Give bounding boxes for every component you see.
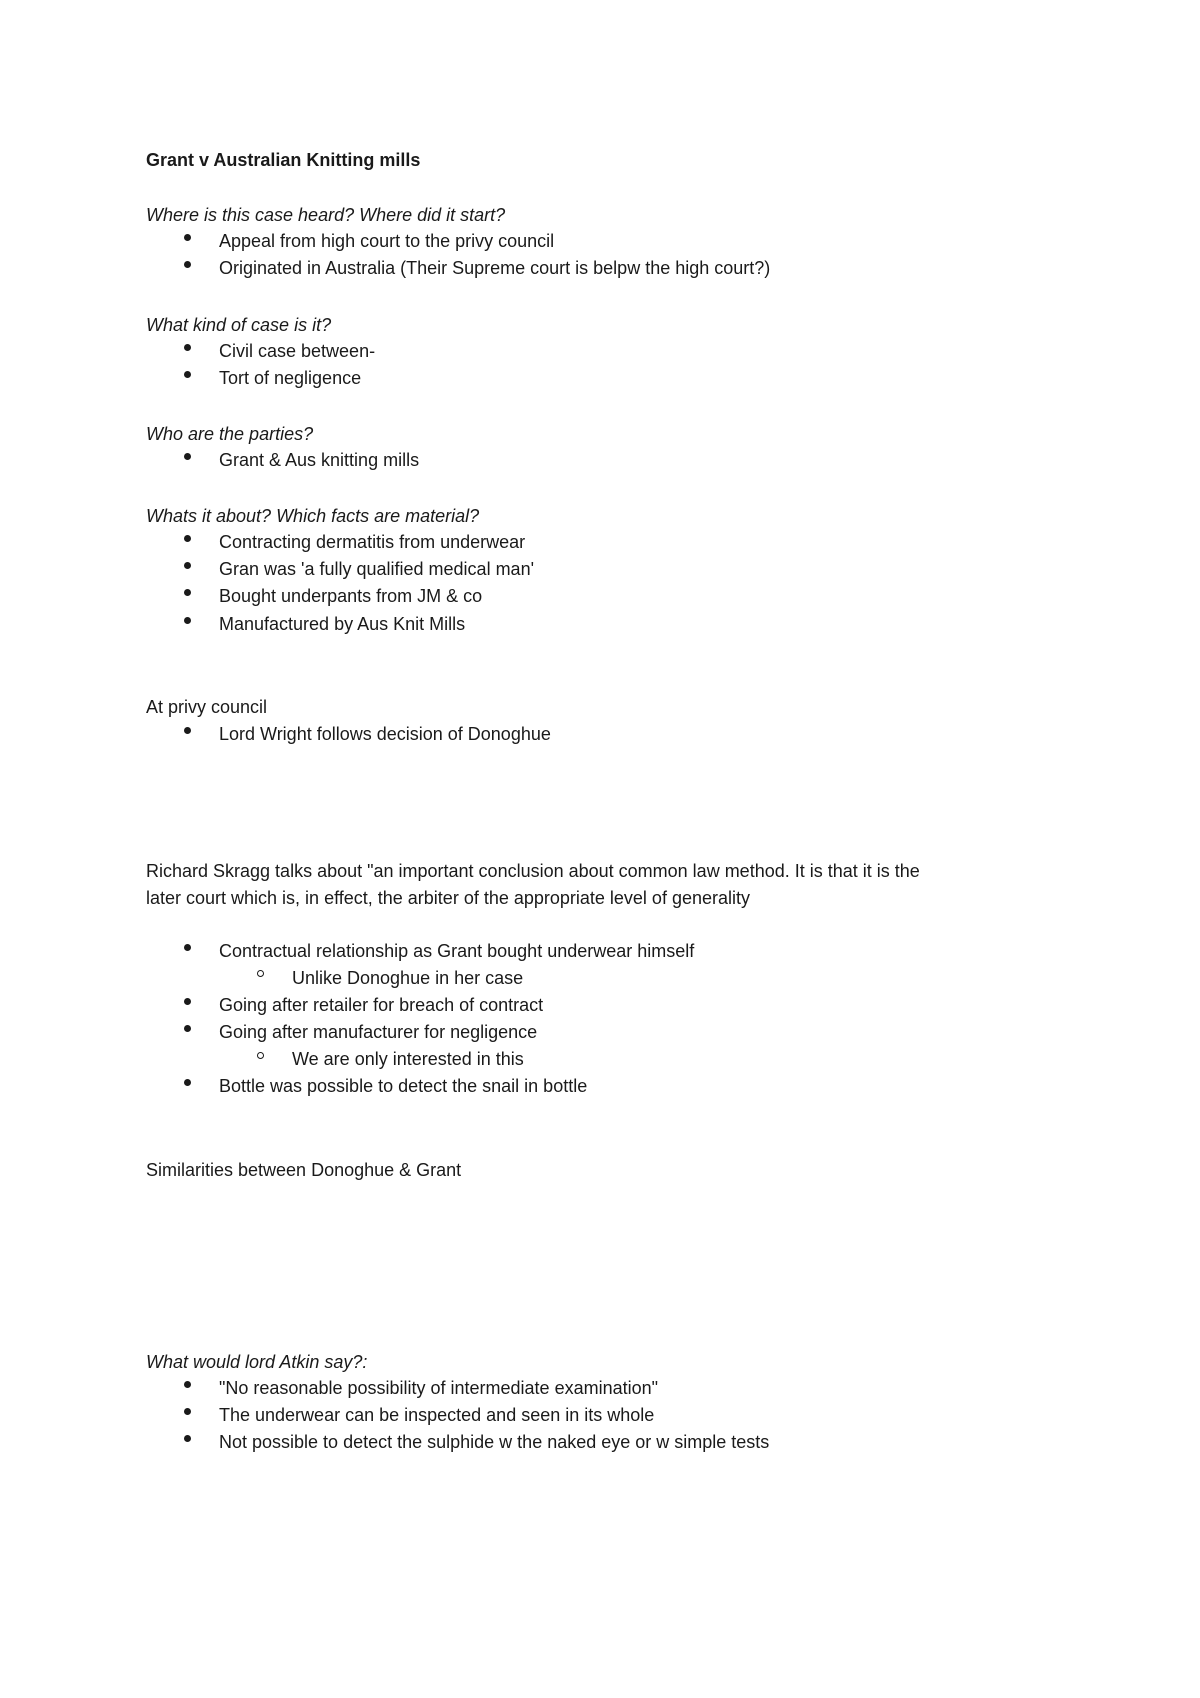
sub-bullet-icon (257, 970, 264, 977)
sub-list-item: Unlike Donoghue in her case (292, 968, 524, 988)
list-item: Bottle was possible to detect the snail in bottle (219, 1076, 588, 1096)
list-item: Civil case between- (219, 341, 376, 361)
bullet-icon (184, 1381, 191, 1388)
list-item: Tort of negligence (219, 368, 362, 388)
question-where-heard: Where is this case heard? Where did it start? (146, 205, 506, 225)
list-item: Grant & Aus knitting mills (219, 450, 420, 470)
bullet-icon (184, 234, 191, 241)
list-item: Going after manufacturer for negligence (219, 1022, 538, 1042)
bullet-icon (184, 535, 191, 542)
sub-bullet-icon (257, 1052, 264, 1059)
document-title: Grant v Australian Knitting mills (146, 150, 421, 170)
list-item: Manufactured by Aus Knit Mills (219, 614, 466, 634)
list-item: Contractual relationship as Grant bought underwear himself (219, 941, 695, 961)
list-item: The underwear can be inspected and seen in its whole (219, 1405, 655, 1425)
bullet-icon (184, 1079, 191, 1086)
sub-list-item: We are only interested in this (292, 1049, 524, 1069)
list-item: Gran was 'a fully qualified medical man' (219, 559, 535, 579)
bullet-icon (184, 998, 191, 1005)
bullet-icon (184, 453, 191, 460)
bullet-icon (184, 371, 191, 378)
bullet-icon (184, 617, 191, 624)
question-lord-atkin: What would lord Atkin say?: (146, 1352, 368, 1372)
question-parties: Who are the parties? (146, 424, 314, 444)
list-item: Going after retailer for breach of contract (219, 995, 544, 1015)
bullet-icon (184, 727, 191, 734)
list-item: Contracting dermatitis from underwear (219, 532, 526, 552)
list-item: Not possible to detect the sulphide w the naked eye or w simple tests (219, 1432, 770, 1452)
list-item: "No reasonable possibility of intermediate examination" (219, 1378, 659, 1398)
list-item: Originated in Australia (Their Supreme court is belpw the high court?) (219, 258, 771, 278)
bullet-icon (184, 1025, 191, 1032)
heading-privy-council: At privy council (146, 697, 268, 717)
paragraph-line: later court which is, in effect, the arbiter of the appropriate level of generality (146, 888, 750, 908)
bullet-icon (184, 944, 191, 951)
bullet-icon (184, 261, 191, 268)
list-item: Lord Wright follows decision of Donoghue (219, 724, 551, 744)
bullet-icon (184, 1435, 191, 1442)
heading-similarities: Similarities between Donoghue & Grant (146, 1160, 462, 1180)
list-item: Appeal from high court to the privy council (219, 231, 555, 251)
bullet-icon (184, 589, 191, 596)
list-item: Bought underpants from JM & co (219, 586, 483, 606)
paragraph-line: Richard Skragg talks about "an important conclusion about common law method. It is that it is the (146, 861, 920, 881)
bullet-icon (184, 1408, 191, 1415)
bullet-icon (184, 344, 191, 351)
bullet-icon (184, 562, 191, 569)
question-kind-of-case: What kind of case is it? (146, 315, 332, 335)
question-facts: Whats it about? Which facts are material? (146, 506, 480, 526)
